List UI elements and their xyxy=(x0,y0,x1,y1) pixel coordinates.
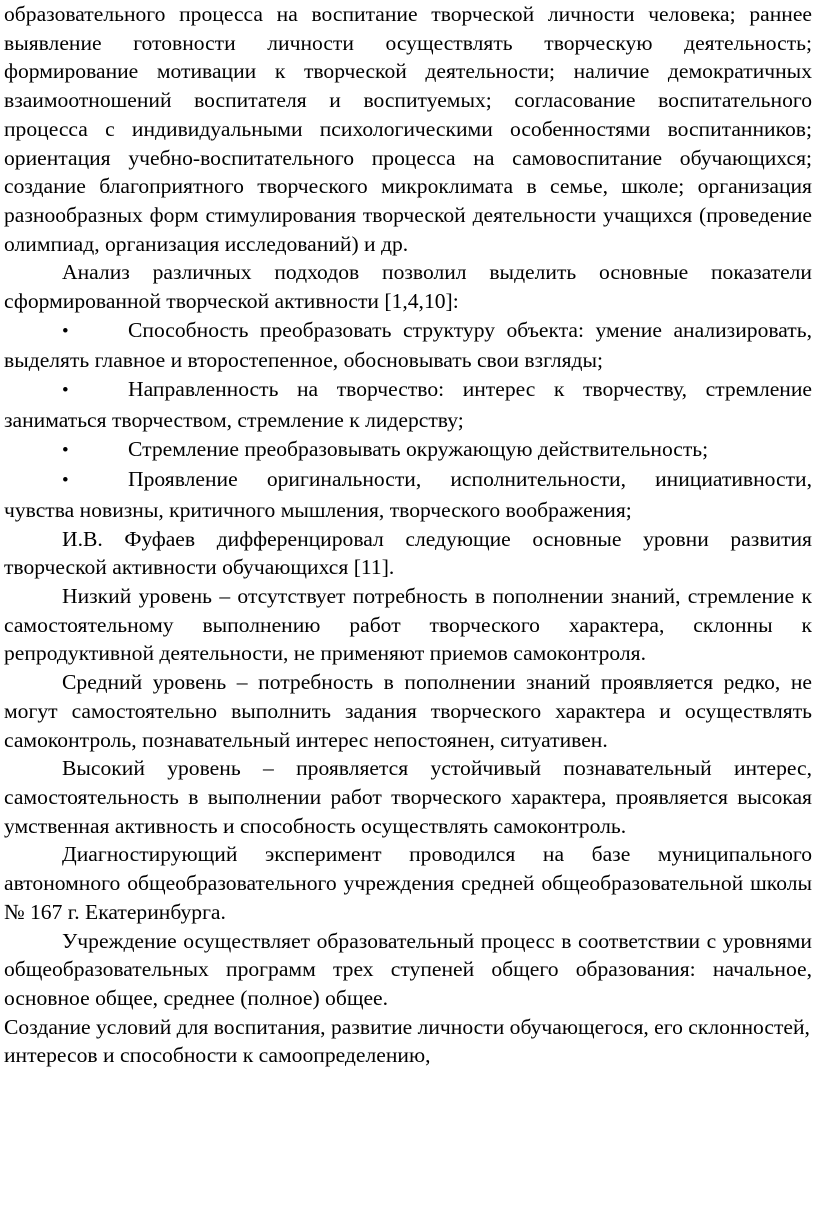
bullet-icon: • xyxy=(62,439,69,461)
bullet-icon: • xyxy=(62,380,69,402)
bullet-icon: • xyxy=(62,320,69,342)
list-item-text: Проявление оригинальности, исполнительности, инициативности, чувства новизны, критичного мышления, творческого воображения; xyxy=(4,467,812,522)
bullet-icon: • xyxy=(62,470,69,492)
list-item-text: Стремление преобразовывать окружающую действительность; xyxy=(128,436,709,461)
paragraph-fufaev: И.В. Фуфаев дифференцировал следующие основные уровни развития творческой активности обучающихся [11]. xyxy=(4,526,812,580)
list-item xyxy=(4,465,812,524)
list-item xyxy=(4,316,812,375)
paragraph-continuation: образовательного процесса на воспитание творческой личности человека; раннее выявление готовности личности осуществлять творческую деятельность; формирование мотивации к творческой деятельности; наличие демократичных взаимоотношений воспитателя и воспитуемых; согласование воспитательного процесса с индивидуальными психологическими особенностями воспитанников; ориентация учебно-воспитательного процесса на самовоспитание обучающихся; создание благоприятного творческого микроклимата в семье, школе; организация разнообразных форм стимулирования творческой деятельности учащихся (проведение олимпиад, организация исследований) и др. xyxy=(4,2,812,256)
list-item xyxy=(4,435,812,466)
paragraph-low-level: Низкий уровень – отсутствует потребность в пополнении знаний, стремление к самостоятельному выполнению работ творческого характера, склонны к репродуктивной деятельности, не применяют приемов самоконтроля. xyxy=(4,584,812,666)
list-item xyxy=(4,375,812,434)
paragraph-middle-level: Средний уровень – потребность в пополнении знаний проявляется редко, не могут самостоятельно выполнить задания творческого характера и осуществлять самоконтроль, познавательный интерес непостоянен, ситуативен. xyxy=(4,670,812,752)
paragraph-analysis: Анализ различных подходов позволил выделить основные показатели сформированной творческой активности [1,4,10]: xyxy=(4,260,812,314)
paragraph-institution: Учреждение осуществляет образовательный процесс в соответствии с уровнями общеобразовательных программ трех ступеней общего образования: начальное, основное общее, среднее (полное) общее. xyxy=(4,928,812,1010)
paragraph-final: Создание условий для воспитания, развитие личности обучающегося, его склонностей, интересов и способности к самоопределению, xyxy=(4,1014,810,1068)
list-item-text: Направленность на творчество: интерес к творчеству, стремление заниматься творчеством, стремление к лидерству; xyxy=(4,377,812,432)
paragraph-high-level: Высокий уровень – проявляется устойчивый познавательный интерес, самостоятельность в выполнении работ творческого характера, проявляется высокая умственная активность и способность осуществлять самоконтроль. xyxy=(4,756,812,838)
list-item-text: Способность преобразовать структуру объекта: умение анализировать, выделять главное и второстепенное, обосновывать свои взгляды; xyxy=(4,317,812,373)
paragraph-experiment: Диагностирующий эксперимент проводился на базе муниципального автономного общеобразовательного учреждения средней общеобразовательной школы № 167 г. Екатеринбурга. xyxy=(4,842,812,924)
